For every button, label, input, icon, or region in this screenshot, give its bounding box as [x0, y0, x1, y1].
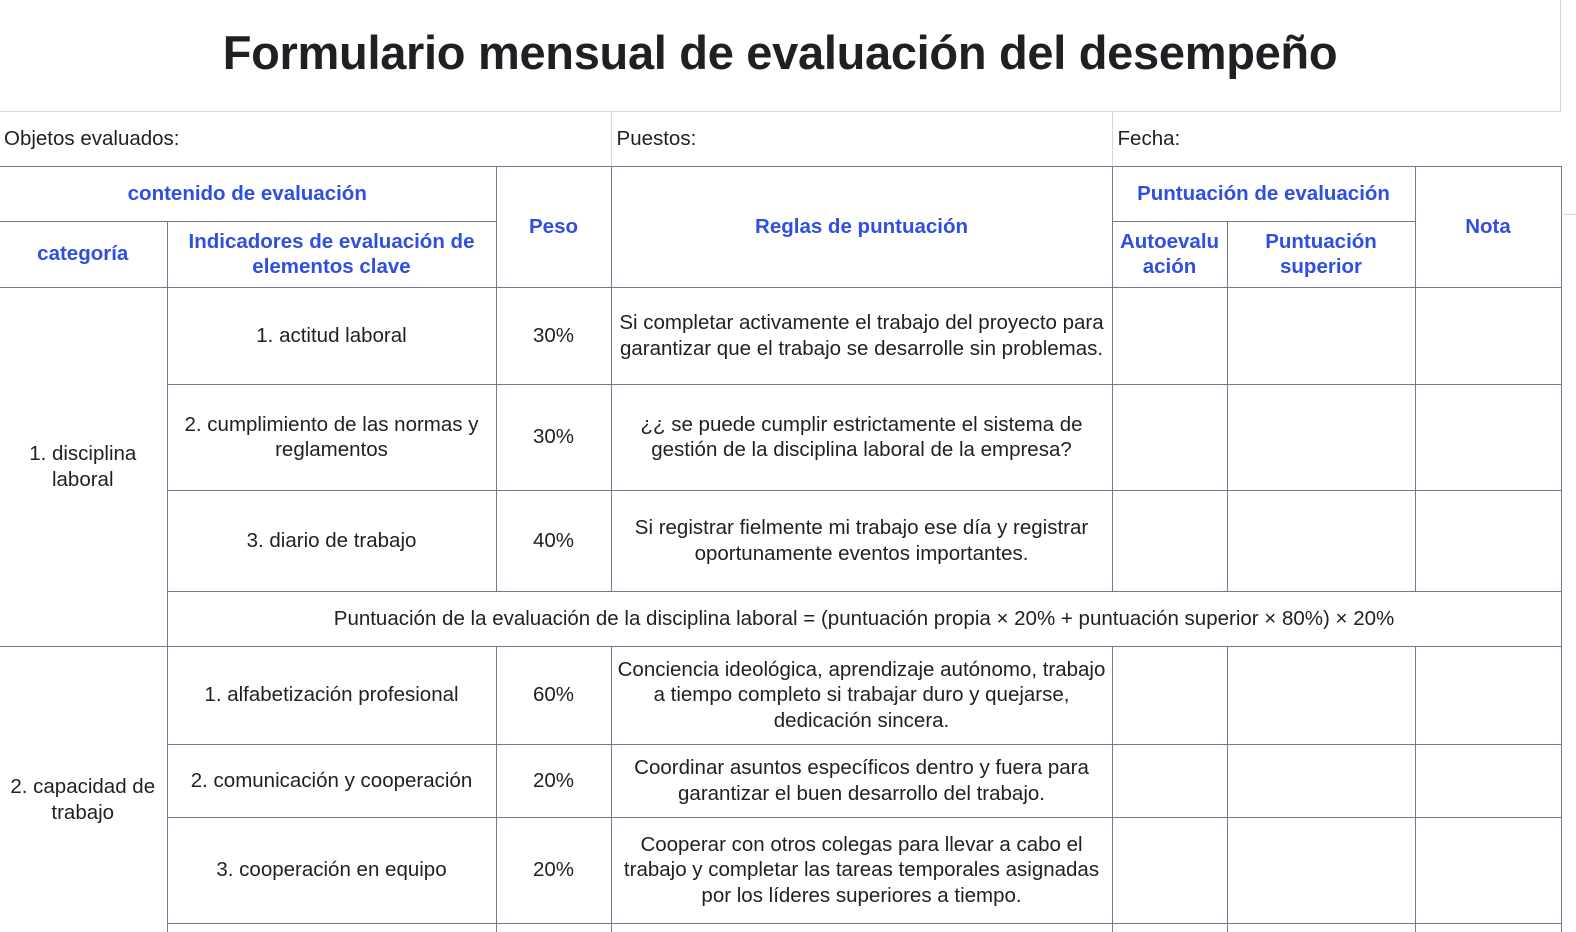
- header-category: categoría: [0, 221, 167, 287]
- indicator-cell: 2. comunicación y cooperación: [167, 744, 496, 817]
- formula-row: [0, 591, 1561, 646]
- objects-cell[interactable]: [0, 112, 611, 166]
- self-score-cell[interactable]: [1112, 287, 1227, 384]
- positions-label: Puestos:: [616, 127, 697, 150]
- note-cell[interactable]: [1415, 923, 1561, 932]
- note-cell[interactable]: [1415, 384, 1561, 490]
- note-cell[interactable]: [1415, 287, 1561, 384]
- gridline-mark: [1561, 214, 1576, 215]
- rule-cell: [611, 923, 1112, 932]
- table-row: [0, 287, 1561, 384]
- positions-cell[interactable]: [611, 112, 1112, 166]
- weight-cell: 60%: [496, 646, 611, 744]
- title-row: [0, 0, 1561, 112]
- weight-cell: [496, 923, 611, 932]
- category-cell: 1. disciplina laboral: [0, 287, 167, 646]
- indicator-cell: 3. diario de trabajo: [167, 490, 496, 591]
- weight-cell: 40%: [496, 490, 611, 591]
- superior-score-cell[interactable]: [1227, 744, 1415, 817]
- date-label: Fecha:: [1117, 127, 1181, 150]
- weight-cell: 20%: [496, 817, 611, 923]
- date-cell[interactable]: [1112, 112, 1561, 166]
- rule-cell: Conciencia ideológica, aprendizaje autónomo, trabajo a tiempo completo si trabajar duro y quejarse, dedicación sincera.: [611, 646, 1112, 744]
- self-score-cell[interactable]: [1112, 744, 1227, 817]
- table-row: [0, 384, 1561, 490]
- indicator-cell: 1. alfabetización profesional: [167, 646, 496, 744]
- objects-label: Objetos evaluados:: [4, 127, 180, 150]
- meta-row: [0, 112, 1561, 166]
- indicator-cell: [167, 923, 496, 932]
- header-weight: Peso: [496, 166, 611, 287]
- header-score: Puntuación de evaluación: [1112, 166, 1415, 221]
- rule-cell: Coordinar asuntos específicos dentro y fuera para garantizar el buen desarrollo del trabajo.: [611, 744, 1112, 817]
- superior-score-cell[interactable]: [1227, 287, 1415, 384]
- indicator-cell: 3. cooperación en equipo: [167, 817, 496, 923]
- note-cell[interactable]: [1415, 646, 1561, 744]
- evaluation-table: [0, 112, 1562, 932]
- table-row: [0, 817, 1561, 923]
- superior-score-cell[interactable]: [1227, 490, 1415, 591]
- rule-cell: Cooperar con otros colegas para llevar a cabo el trabajo y completar las tareas temporales asignadas por los líderes superiores a tiempo.: [611, 817, 1112, 923]
- note-cell[interactable]: [1415, 490, 1561, 591]
- weight-cell: 30%: [496, 287, 611, 384]
- header-self-score: Autoevalu ación: [1112, 221, 1227, 287]
- self-score-cell[interactable]: [1112, 384, 1227, 490]
- table-row: [0, 490, 1561, 591]
- table-row: [0, 923, 1561, 932]
- self-score-cell[interactable]: [1112, 490, 1227, 591]
- rule-cell: Si completar activamente el trabajo del proyecto para garantizar que el trabajo se desarrolle sin problemas.: [611, 287, 1112, 384]
- indicator-cell: 2. cumplimiento de las normas y reglamentos: [167, 384, 496, 490]
- header-note: Nota: [1415, 166, 1561, 287]
- superior-score-cell[interactable]: [1227, 923, 1415, 932]
- rule-cell: ¿¿ se puede cumplir estrictamente el sistema de gestión de la disciplina laboral de la empresa?: [611, 384, 1112, 490]
- superior-score-cell[interactable]: [1227, 646, 1415, 744]
- header-indicators: Indicadores de evaluación de elementos clave: [167, 221, 496, 287]
- note-cell[interactable]: [1415, 744, 1561, 817]
- rule-cell: Si registrar fielmente mi trabajo ese día y registrar oportunamente eventos importantes.: [611, 490, 1112, 591]
- category-cell: 2. capacidad de trabajo: [0, 646, 167, 932]
- self-score-cell[interactable]: [1112, 646, 1227, 744]
- indicator-cell: 1. actitud laboral: [167, 287, 496, 384]
- form-title: Formulario mensual de evaluación del desempeño: [222, 26, 1338, 79]
- note-cell[interactable]: [1415, 817, 1561, 923]
- superior-score-cell[interactable]: [1227, 384, 1415, 490]
- formula-cell: Puntuación de la evaluación de la disciplina laboral = (puntuación propia × 20% + puntuación superior × 80%) × 20%: [167, 591, 1561, 646]
- superior-score-cell[interactable]: [1227, 817, 1415, 923]
- header-row-1: [0, 166, 1561, 221]
- weight-cell: 30%: [496, 384, 611, 490]
- header-rules: Reglas de puntuación: [611, 166, 1112, 287]
- weight-cell: 20%: [496, 744, 611, 817]
- header-content: contenido de evaluación: [0, 166, 496, 221]
- self-score-cell[interactable]: [1112, 817, 1227, 923]
- table-row: [0, 646, 1561, 744]
- self-score-cell[interactable]: [1112, 923, 1227, 932]
- table-row: [0, 744, 1561, 817]
- header-superior-score: Puntuación superior: [1227, 221, 1415, 287]
